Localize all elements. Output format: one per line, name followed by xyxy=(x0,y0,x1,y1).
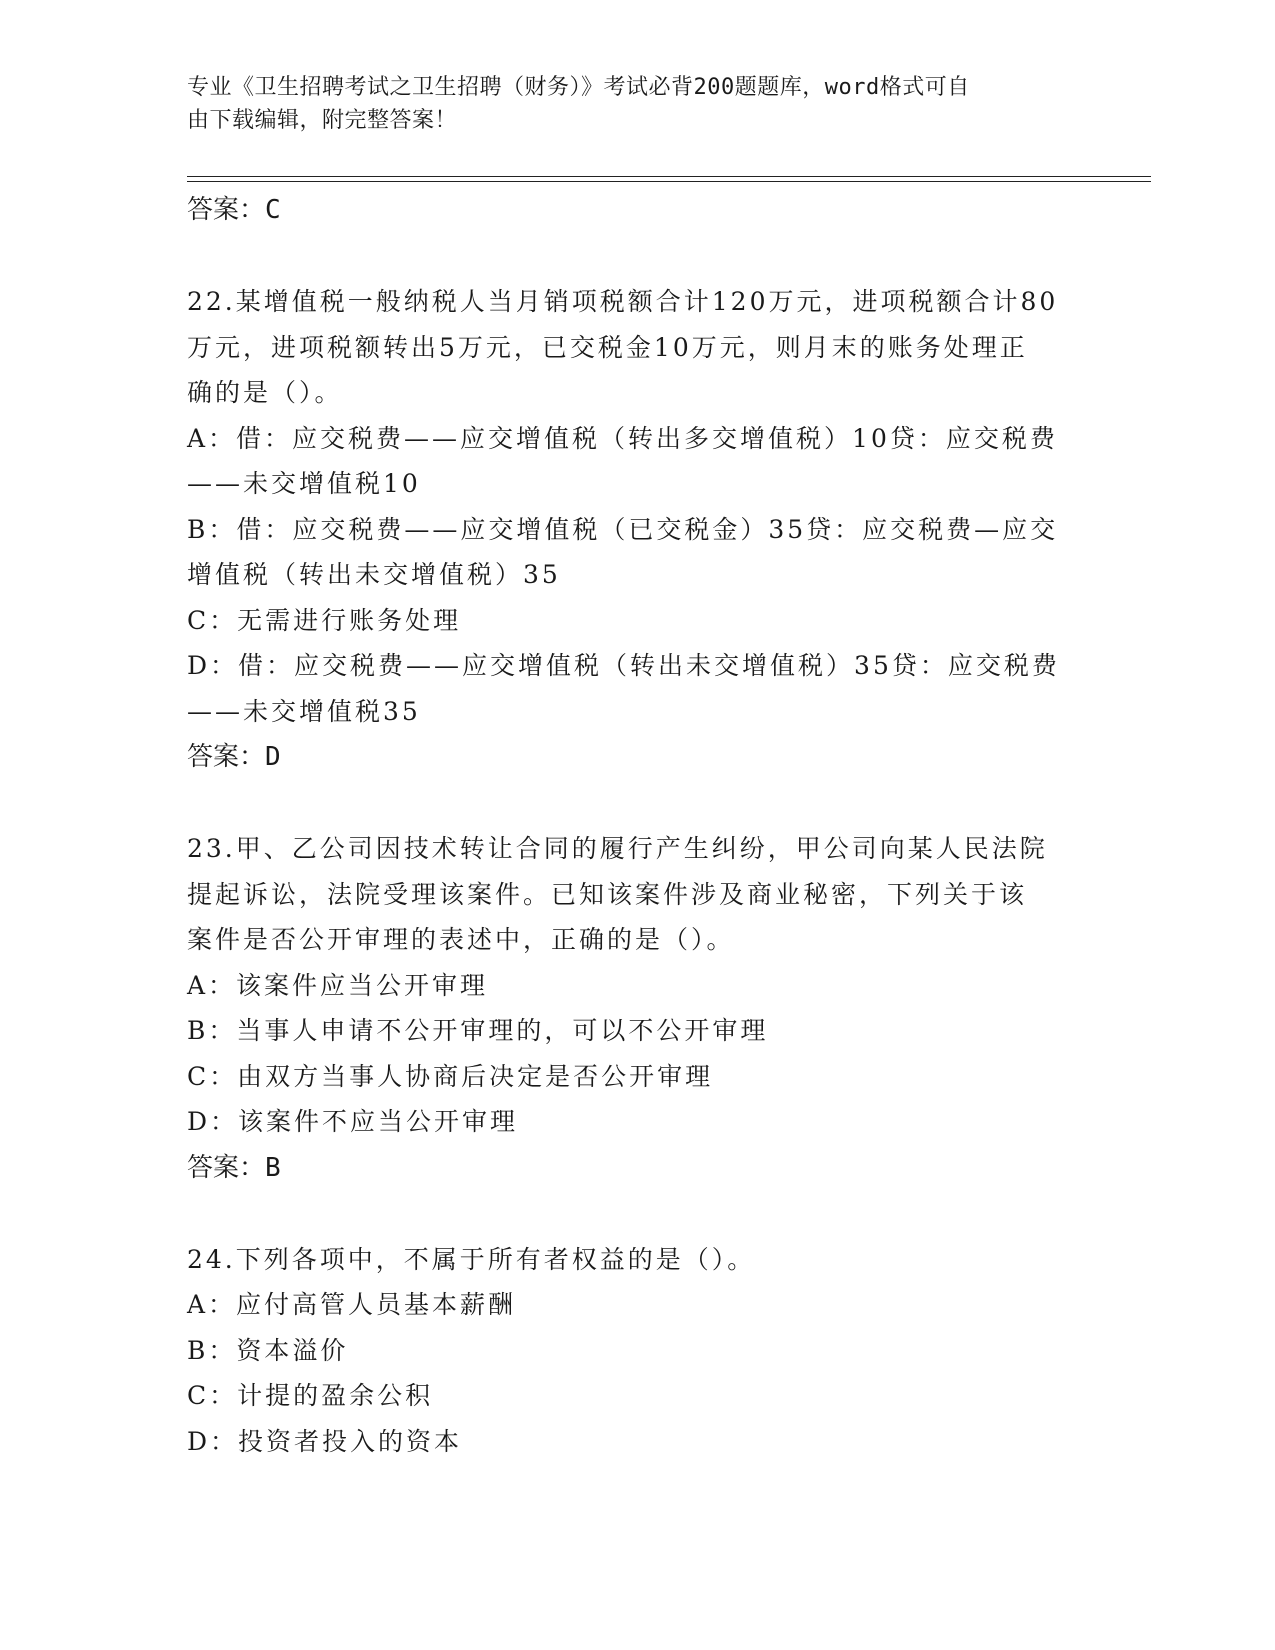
option-a-cont: ——未交增值税10 xyxy=(187,469,421,498)
question-22 xyxy=(187,279,1087,780)
answer-21: 答案：C xyxy=(187,195,281,225)
option-d: D：借：应交税费——应交增值税（转出未交增值税）35贷：应交税费 xyxy=(187,651,1060,680)
header-line-2: 由下载编辑，附完整答案！ xyxy=(187,108,458,133)
option-a: A：该案件应当公开审理 xyxy=(187,970,489,1000)
question-stem-line: 24.下列各项中，不属于所有者权益的是（）。 xyxy=(187,1244,756,1274)
header-rule-bottom xyxy=(187,181,1151,182)
option-b: B：借：应交税费——应交增值税（已交税金）35贷：应交税费—应交 xyxy=(187,514,1059,544)
question-stem-line: 万元，进项税额转出5万元，已交税金10万元，则月末的账务处理正 xyxy=(187,332,1028,362)
option-b: B：当事人申请不公开审理的，可以不公开审理 xyxy=(187,1016,769,1045)
option-a: A：借：应交税费——应交增值税（转出多交增值税）10贷：应交税费 xyxy=(187,423,1058,453)
question-stem-line: 22.某增值税一般纳税人当月销项税额合计120万元，进项税额合计80 xyxy=(187,287,1059,316)
option-c: C：无需进行账务处理 xyxy=(187,605,462,635)
option-c: C：由双方当事人协商后决定是否公开审理 xyxy=(187,1061,714,1091)
option-c: C：计提的盈余公积 xyxy=(187,1381,434,1410)
header-line-1: 专业《卫生招聘考试之卫生招聘（财务）》考试必背200题题库，word格式可自 xyxy=(187,75,970,100)
option-a: A：应付高管人员基本薪酬 xyxy=(187,1290,517,1319)
document-header xyxy=(187,71,1087,137)
question-stem-line: 案件是否公开审理的表述中，正确的是（）。 xyxy=(187,925,735,954)
answer-23: 答案：B xyxy=(187,1152,281,1183)
header-rule-top xyxy=(187,176,1151,177)
document-body xyxy=(187,187,1087,1464)
question-24 xyxy=(187,1237,1087,1465)
question-23 xyxy=(187,826,1087,1191)
option-d: D：该案件不应当公开审理 xyxy=(187,1107,519,1136)
answer-22: 答案：D xyxy=(187,742,281,772)
question-stem-line: 确的是（）。 xyxy=(187,378,343,407)
option-d-cont: ——未交增值税35 xyxy=(187,696,421,726)
option-b: B：资本溢价 xyxy=(187,1335,349,1365)
option-d: D：投资者投入的资本 xyxy=(187,1426,463,1456)
question-stem-line: 提起诉讼，法院受理该案件。已知该案件涉及商业秘密，下列关于该 xyxy=(187,879,1028,909)
question-stem-line: 23.甲、乙公司因技术转让合同的履行产生纠纷，甲公司向某人民法院 xyxy=(187,834,1048,863)
option-b-cont: 增值税（转出未交增值税）35 xyxy=(187,560,561,589)
